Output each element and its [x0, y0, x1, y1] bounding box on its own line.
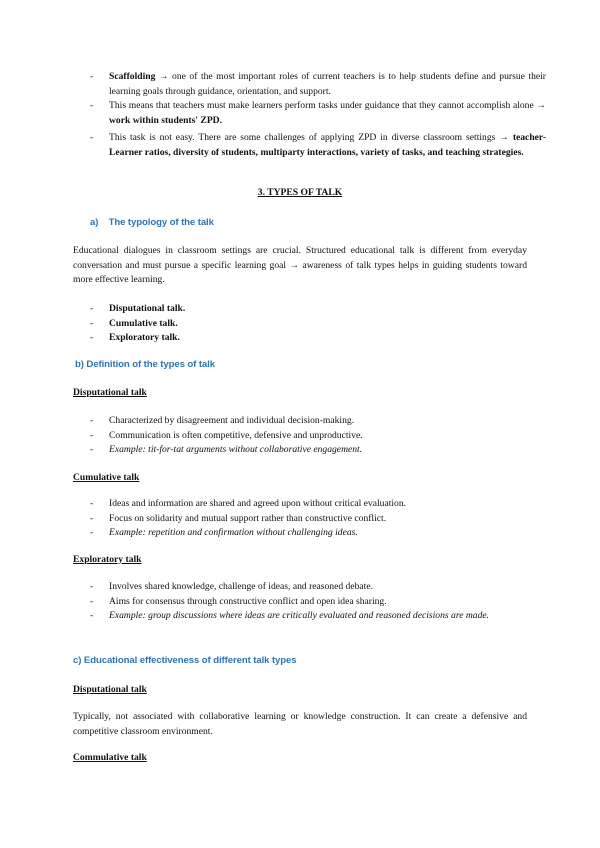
bullet-dash: -: [90, 317, 94, 329]
list-item: [90, 443, 527, 458]
list-item: [90, 497, 527, 512]
bullet-dash: -: [90, 332, 94, 343]
list-item-text: Aims for consensus through constructive conflict and open idea sharing.: [109, 595, 387, 607]
bullet-dash: -: [90, 581, 94, 592]
bullet-dash: -: [90, 498, 94, 509]
bullet-dash: -: [90, 595, 94, 607]
bullet-dash: -: [90, 527, 94, 538]
arrow-icon: →: [499, 132, 509, 143]
bullet-zpd-guidance: [90, 99, 546, 128]
example-text: Example: tit-for-tat arguments without collaborative engagement.: [109, 444, 363, 455]
example-text: Example: group discussions where ideas are critically evaluated and reasoned decisions are made.: [109, 610, 490, 621]
example-text: Example: repetition and confirmation without challenging ideas.: [109, 527, 358, 538]
bullet-dash: -: [90, 415, 94, 426]
typology-paragraph: Educational dialogues in classroom settings are crucial. Structured educational talk is different from everyday conversation and must pursue a specific learning goal → awareness of talk types helps in guiding students toward more effective learning.: [73, 245, 527, 285]
bullet-text: This means that teachers must make learners perform tasks under guidance that they cannot accomplish alone: [109, 100, 534, 111]
list-item-text: Characterized by disagreement and individual decision-making.: [109, 415, 355, 426]
list-item: [90, 609, 527, 624]
list-item: [90, 302, 390, 317]
scaffolding-term: Scaffolding: [109, 71, 156, 82]
list-item-text: Focus on solidarity and mutual support rather than constructive conflict.: [109, 512, 387, 524]
bullet-text: one of the most important roles of current teachers is to help students define and pursue their learning goals through guidance, orientation, and support.: [109, 71, 546, 97]
list-item: [90, 317, 390, 332]
disputational-effectiveness-paragraph: Typically, not associated with collaborative learning or knowledge construction. It can create a defensive and competitive classroom environment.: [73, 711, 527, 737]
list-item: [90, 512, 527, 527]
talk-type-cumulative: Cumulative talk.: [109, 317, 178, 329]
list-item-text: Communication is often competitive, defensive and unproductive.: [109, 429, 363, 441]
list-item: [90, 595, 527, 610]
heading-exploratory: Exploratory talk: [73, 554, 142, 565]
arrow-icon: →: [536, 100, 546, 111]
bullet-dash: -: [90, 71, 94, 82]
heading-disputational: Disputational talk: [73, 387, 147, 398]
list-item: [90, 429, 527, 444]
bullet-strong-end: teacher-Learner ratios, diversity of students, multiparty interactions, variety of tasks, and teaching strategies.: [109, 132, 547, 158]
heading-cumulative: Cumulative talk: [73, 472, 140, 483]
list-item: [90, 414, 527, 429]
bullet-dash: -: [90, 100, 94, 111]
subheading-typology: a) The typology of the talk: [90, 217, 214, 228]
bullet-dash: -: [90, 444, 94, 455]
arrow-icon: →: [158, 71, 169, 82]
cumulative-list: [90, 497, 527, 541]
bullet-scaffolding: [90, 70, 546, 99]
disputational-list: [90, 414, 527, 458]
heading-commulative-effectiveness: Commulative talk: [73, 752, 147, 763]
bullet-dash: -: [90, 303, 94, 314]
bullet-strong-end: work within students' ZPD.: [109, 114, 223, 126]
bullet-zpd-challenges: [90, 131, 546, 160]
talk-type-exploratory: Exploratory talk.: [109, 332, 180, 343]
list-item-text: Ideas and information are shared and agreed upon without critical evaluation.: [109, 498, 407, 509]
subheading-definitions: b) Definition of the types of talk: [75, 359, 215, 370]
list-item: [90, 526, 527, 541]
talk-type-list: [90, 302, 390, 346]
exploratory-list: [90, 580, 527, 624]
bullet-text: This task is not easy. There are some challenges of applying ZPD in diverse classroom settings: [109, 132, 496, 143]
bullet-dash: -: [90, 429, 94, 441]
bullet-dash: -: [90, 512, 94, 524]
list-item-text: Involves shared knowledge, challenge of ideas, and reasoned debate.: [109, 581, 373, 592]
section-title: 3. TYPES OF TALK: [257, 187, 343, 198]
bullet-dash: -: [90, 610, 94, 621]
subheading-effectiveness: c) Educational effectiveness of different talk types: [73, 655, 297, 666]
bullet-dash: -: [90, 132, 94, 143]
list-item: [90, 331, 390, 346]
heading-disputational-effectiveness: Disputational talk: [73, 684, 147, 695]
talk-type-disputational: Disputational talk.: [109, 303, 186, 314]
list-item: [90, 580, 527, 595]
